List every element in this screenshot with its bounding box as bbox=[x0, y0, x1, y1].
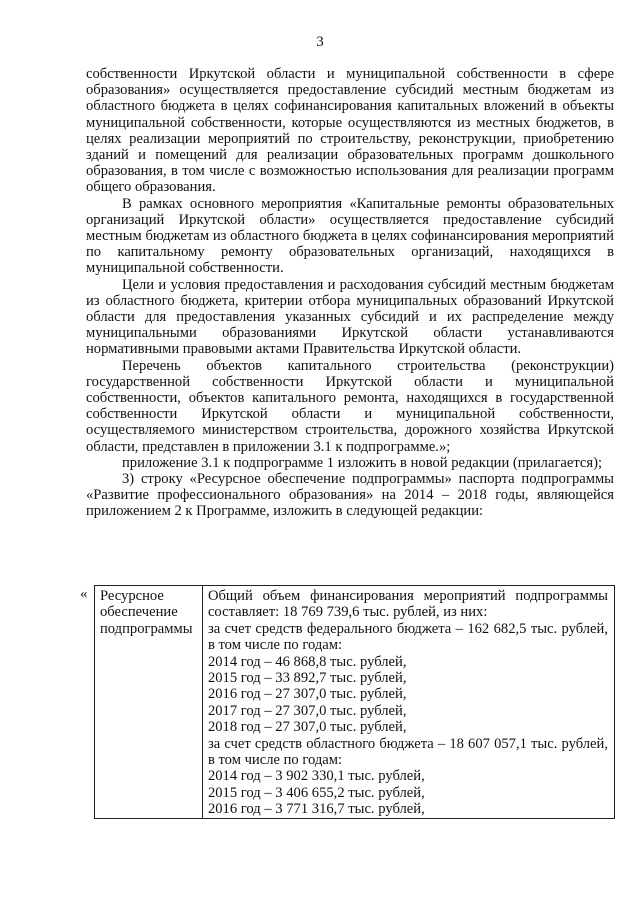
funding-line: 2015 год – 33 892,7 тыс. рублей, bbox=[207, 670, 407, 687]
funding-line: Общий объем финансирования мероприятий подпрограммы составляет: 18 769 739,6 тыс. рублей, из них: bbox=[207, 588, 608, 621]
table-open-quote: « bbox=[80, 586, 88, 602]
table-value-cell bbox=[202, 586, 614, 819]
page-number: 3 bbox=[316, 34, 324, 50]
paragraph-4: Перечень объектов капитального строительства (реконструкции) государственной собственности Иркутской области и муниципальной собственности, объектов капитального ремонта, находящихся в государственной собственности Иркутской области и муниципальной собственности, осуществляемого министерством строительства, дорожного хозяйства Иркутской области, представлен в приложении 3.1 к подпрограмме.»; bbox=[86, 357, 614, 455]
body-text bbox=[86, 66, 614, 520]
funding-line: 2017 год – 27 307,0 тыс. рублей, bbox=[207, 702, 407, 719]
funding-line: 2014 год – 46 868,8 тыс. рублей, bbox=[207, 653, 407, 670]
resource-table bbox=[94, 585, 615, 819]
funding-line: 2016 год – 27 307,0 тыс. рублей, bbox=[207, 686, 407, 703]
funding-line: за счет средств областного бюджета – 18 607 057,1 тыс. рублей, в том числе по годам: bbox=[207, 735, 608, 769]
funding-line: за счет средств федерального бюджета – 162 682,5 тыс. рублей, в том числе по годам: bbox=[207, 620, 608, 654]
paragraph-2: В рамках основного мероприятия «Капитальные ремонты образовательных организаций Иркутской области» осуществляется предоставление субсидий местным бюджетам из областного бюджета в целях софинансирования мероприятий по капитальному ремонту образовательных организаций, находящихся в муниципальной собственности. bbox=[86, 195, 614, 277]
funding-line: 2018 год – 27 307,0 тыс. рублей, bbox=[207, 719, 407, 736]
paragraph-1: собственности Иркутской области и муниципальной собственности в сфере образования» осуществляется предоставление субсидий местным бюджетам из областного бюджета в целях софинансирования капитальных вложений в объекты муниципальной собственности, которые осуществляются из местных бюджетов, в целях реализации мероприятий по строительству, реконструкции, приобретению зданий и помещений для реализации образовательных программ дошкольного образования, в том числе с возможностью использования для реализации программ общего образования. bbox=[86, 66, 614, 196]
funding-line: 2014 год – 3 902 330,1 тыс. рублей, bbox=[207, 768, 425, 785]
table-label-cell: Ресурсное обеспечение подпрограммы bbox=[95, 586, 203, 819]
paragraph-5: приложение 3.1 к подпрограмме 1 изложить в новой редакции (прилагается); bbox=[122, 454, 603, 471]
paragraph-3: Цели и условия предоставления и расходования субсидий местным бюджетам из областного бюджета, критерии отбора муниципальных образований Иркутской области для предоставления указанных субсидий и их распределение между муниципальными образованиями Иркутской области устанавливаются нормативными правовыми актами Правительства Иркутской области. bbox=[86, 276, 614, 358]
paragraph-6: 3) строку «Ресурсное обеспечение подпрограммы» паспорта подпрограммы «Развитие профессионального образования» на 2014 – 2018 годы, являющейся приложением 2 к Программе, изложить в следующей редакции: bbox=[86, 471, 614, 520]
funding-line: 2016 год – 3 771 316,7 тыс. рублей, bbox=[207, 801, 425, 818]
funding-line: 2015 год – 3 406 655,2 тыс. рублей, bbox=[207, 784, 425, 801]
table-row bbox=[95, 586, 615, 819]
